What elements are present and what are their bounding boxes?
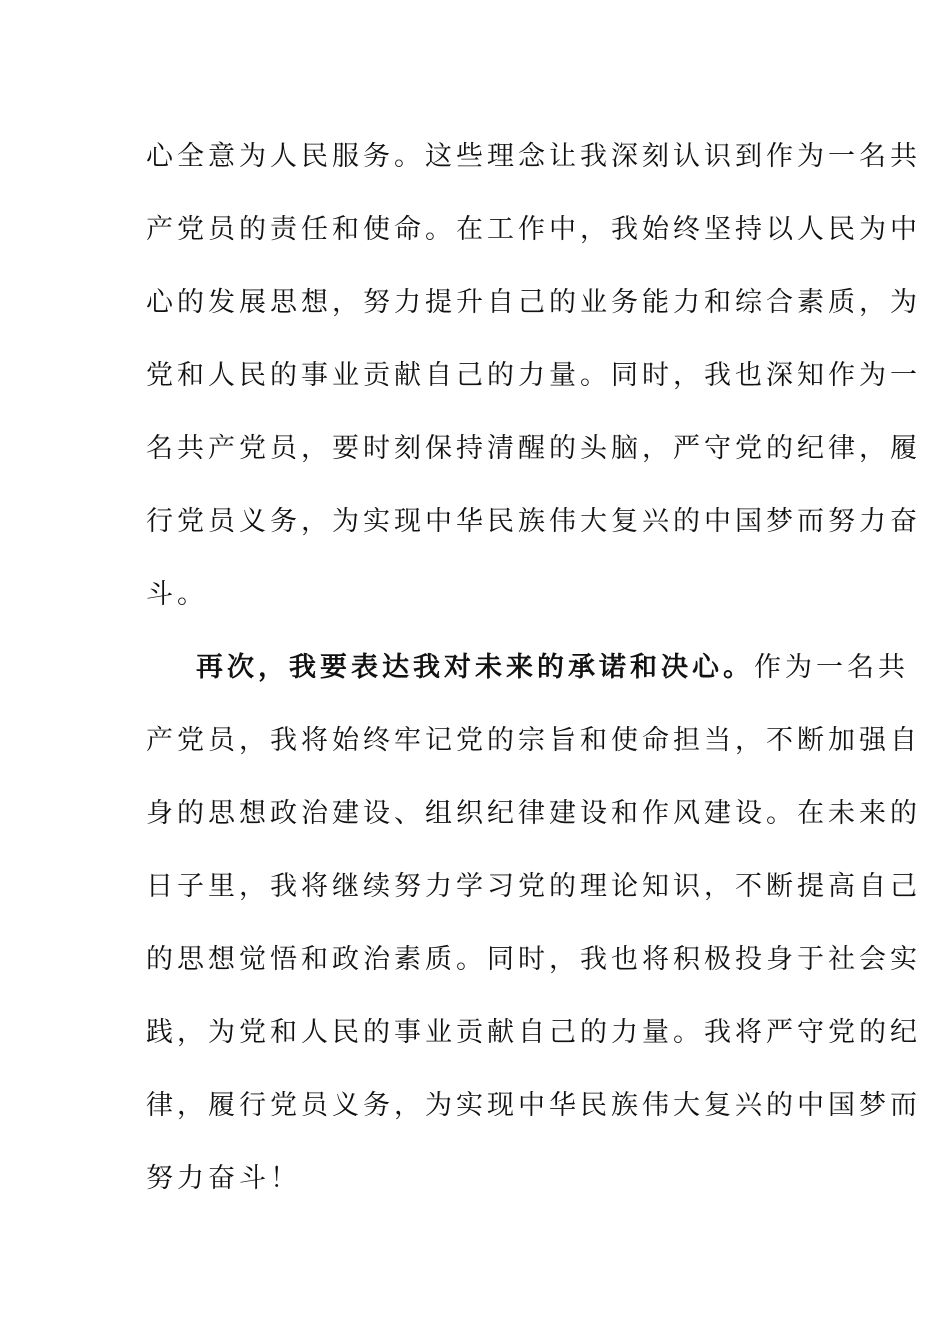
paragraph-1-line-6: 行党员义务，为实现中华民族伟大复兴的中国梦而努力奋	[146, 506, 921, 537]
paragraph-2-line-2: 产党员，我将始终牢记党的宗旨和使命担当，不断加强自	[146, 725, 921, 756]
paragraph-2-line-7: 律，履行党员义务，为实现中华民族伟大复兴的中国梦而	[146, 1090, 921, 1121]
paragraph-2-first-line	[196, 648, 909, 688]
paragraph-1-line-4: 党和人民的事业贡献自己的力量。同时，我也深知作为一	[146, 360, 921, 391]
paragraph-1-line-1: 心全意为人民服务。这些理念让我深刻认识到作为一名共	[146, 141, 921, 172]
paragraph-2-line-5: 的思想觉悟和政治素质。同时，我也将积极投身于社会实	[146, 944, 921, 975]
paragraph-2-line-3: 身的思想政治建设、组织纪律建设和作风建设。在未来的	[146, 798, 921, 829]
paragraph-2-line-6: 践，为党和人民的事业贡献自己的力量。我将严守党的纪	[146, 1017, 921, 1048]
paragraph-2-line-8: 努力奋斗！	[146, 1163, 301, 1194]
paragraph-2-line-4: 日子里，我将继续努力学习党的理论知识，不断提高自己	[146, 871, 921, 902]
paragraph-2-heading: 再次，我要表达我对未来的承诺和决心。	[196, 652, 754, 683]
paragraph-2-first-line-rest: 作为一名共	[754, 652, 909, 683]
paragraph-1-line-2: 产党员的责任和使命。在工作中，我始终坚持以人民为中	[146, 214, 921, 245]
paragraph-1-line-5: 名共产党员，要时刻保持清醒的头脑，严守党的纪律，履	[146, 433, 921, 464]
paragraph-1-line-3: 心的发展思想，努力提升自己的业务能力和综合素质，为	[146, 287, 921, 318]
paragraph-1-line-7: 斗。	[146, 579, 208, 610]
